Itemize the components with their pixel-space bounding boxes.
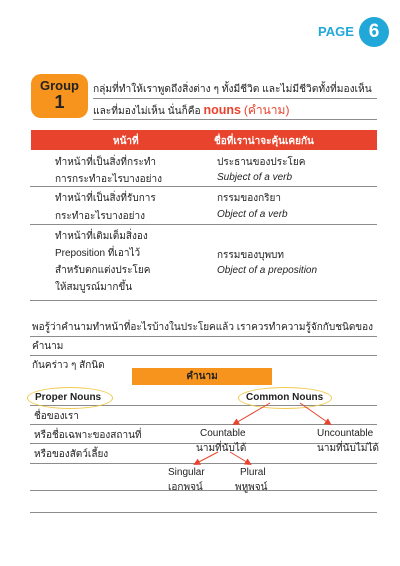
row3-left-line2: Preposition ที่เอาไว้: [55, 248, 141, 259]
common-nouns-title: Common Nouns: [246, 392, 324, 403]
singular-en: Singular: [168, 467, 205, 478]
intro-keyword: nouns: [203, 103, 241, 117]
row2-right-line2: Object of a verb: [217, 209, 288, 220]
row1-left-line1: ทำหน้าที่เป็นสิ่งที่กระทำ: [55, 157, 157, 168]
plural-th: พหูพจน์: [235, 482, 268, 493]
proper-desc-line3: หรือของสัตว์เลี้ยง: [34, 449, 109, 460]
arrow-to-singular: [195, 452, 218, 464]
arrow-to-countable: [234, 403, 270, 424]
proper-desc-line1: ชื่อของเรา: [34, 411, 79, 422]
intro-line-2-prefix: และที่มองไม่เห็น นั่นก็คือ: [93, 106, 204, 117]
table-header-function: หน้าที่: [113, 136, 139, 147]
row1-right-line1: ประธานของประโยค: [217, 157, 306, 168]
group-label: Group: [40, 78, 79, 93]
row3-left-line4: ให้สมบูรณ์มากขึ้น: [55, 282, 133, 293]
intro-keyword-thai: (คำนาม): [243, 103, 290, 117]
paragraph-line-2: กันคร่าว ๆ สักนิด: [32, 360, 105, 371]
proper-desc-line2: หรือชื่อเฉพาะของสถานที่: [34, 430, 142, 441]
row1-right-line2: Subject of a verb: [217, 172, 293, 183]
plural-en: Plural: [240, 467, 266, 478]
paragraph-line-1: พอรู้ว่าคำนามทำหน้าที่อะไรบ้างในประโยคแล้ว เราควรทำความรู้จักกับชนิดของคำนาม: [32, 322, 374, 352]
countable-th: นามที่นับได้: [196, 443, 247, 454]
uncountable-th: นามที่นับไม่ได้: [317, 443, 379, 454]
row3-left-line1: ทำหน้าที่เติมเต็มสิ่งอง: [55, 231, 148, 242]
group-number: 1: [54, 92, 65, 112]
proper-nouns-title: Proper Nouns: [35, 392, 102, 403]
uncountable-en: Uncountable: [317, 428, 374, 439]
arrow-to-uncountable: [300, 403, 330, 424]
row3-right-line2: Object of a preposition: [217, 265, 318, 276]
arrow-to-plural: [230, 452, 250, 464]
countable-en: Countable: [200, 428, 246, 439]
row2-left-line1: ทำหน้าที่เป็นสิ่งที่รับการ: [55, 193, 156, 204]
row1-left-line2: การกระทำอะไรบางอย่าง: [55, 174, 163, 185]
singular-th: เอกพจน์: [168, 482, 203, 493]
row2-left-line2: กระทำอะไรบางอย่าง: [55, 211, 145, 222]
row2-right-line1: กรรมของกริยา: [217, 193, 282, 204]
row3-right-line1: กรรมของบุพบท: [217, 250, 284, 261]
page-number-badge: 6: [359, 17, 389, 47]
noun-banner: คำนาม: [132, 368, 272, 385]
page-label: PAGE: [318, 24, 354, 39]
row3-left-line3: สำหรับตกแต่งประโยค: [55, 265, 151, 276]
intro-line-1: กลุ่มที่ทำให้เราพูดถึงสิ่งต่าง ๆ ทั้งมีชีวิต และไม่มีชีวิตทั้งที่มองเห็น: [93, 84, 372, 95]
table-header-familiar-name: ชื่อที่เราน่าจะคุ้นเคยกัน: [214, 136, 314, 147]
